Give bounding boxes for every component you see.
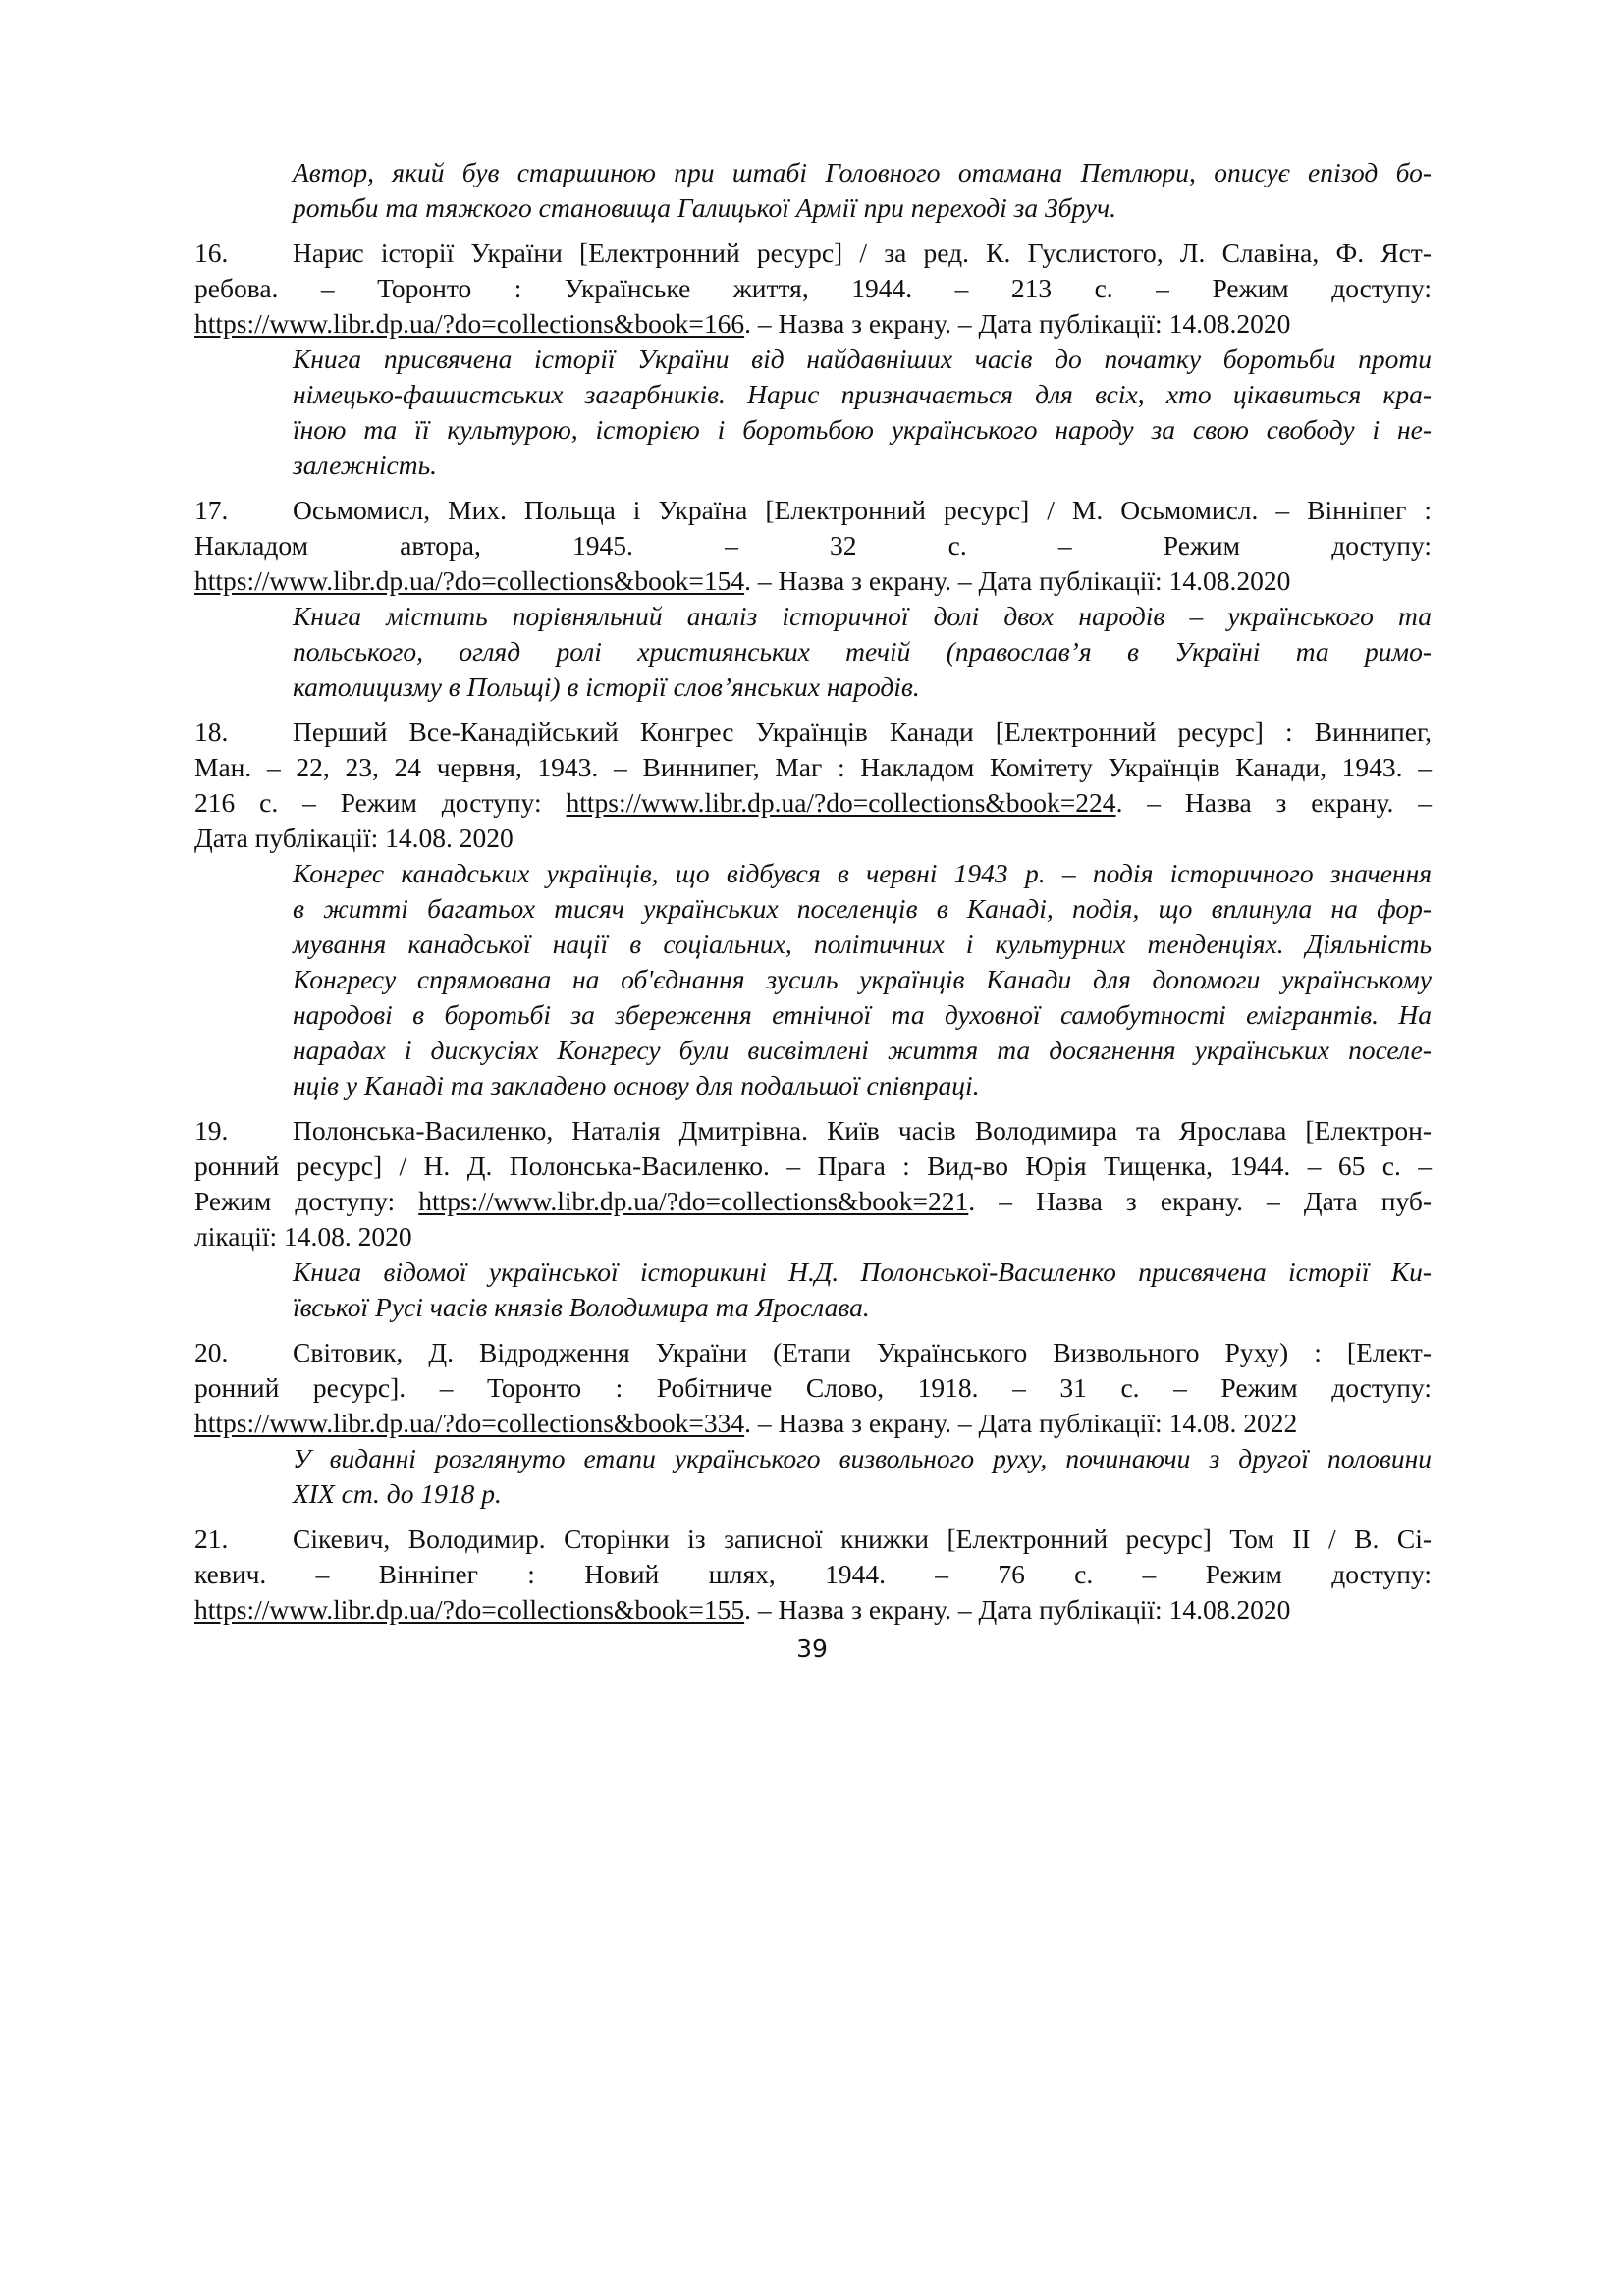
annotation-line: XIX ст. до 1918 р. — [293, 1478, 502, 1509]
entry-20-line-2: ронний ресурс]. – Торонто : Робітниче Слово, 1918. – 31 с. – Режим доступу: — [194, 1372, 1432, 1403]
entry-number: 18. — [194, 717, 229, 747]
page-number: 39 — [796, 1634, 828, 1663]
entry-21-line-1: 21. Сікевич, Володимир. Сторінки із записної книжки [Електронний ресурс] Том ІІ / В. Сі- — [194, 1522, 1432, 1557]
entry-link[interactable]: https://www.libr.dp.ua/?do=collections&book=334 — [194, 1408, 745, 1438]
entry-19-line-3: Режим доступу: https://www.libr.dp.ua/?do=collections&book=221. – Назва з екрану. – Дата пуб- — [194, 1186, 1433, 1216]
annotation-line: мування канадської нації в соціальних, політичних і культурних тенденціях. Діяльність — [293, 929, 1432, 959]
entry-16-line-1: 16. Нарис історії України [Електронний ресурс] / за ред. К. Гуслистого, Л. Славіна, Ф. Яст- — [194, 236, 1432, 271]
annotation-line: Конгресу спрямована на об'єднання зусиль українців Канади для допомоги українському — [293, 964, 1432, 994]
entry-18-line-4: Дата публікації: 14.08. 2020 — [194, 823, 514, 853]
entry-20-line-1: 20. Світовик, Д. Відродження України (Етапи Українського Визвольного Руху) : [Елект- — [194, 1335, 1432, 1370]
entry-17-line-2: Накладом автора, 1945. – 32 с. – Режим доступу: — [194, 530, 1432, 561]
annotation-line: католицизму в Польщі) в історії слов’янських народів. — [293, 671, 920, 702]
entry-number: 21. — [194, 1523, 229, 1554]
annotation-line: нарадах і дискусіях Конгресу були висвітлені життя та досягнення українських поселе- — [293, 1035, 1432, 1065]
entry-19-line-4: лікації: 14.08. 2020 — [194, 1221, 412, 1252]
entry-number: 16. — [194, 238, 229, 268]
entry-16-line-3: https://www.libr.dp.ua/?do=collections&book=166. – Назва з екрану. – Дата публікації: 14.08.2020 — [194, 308, 1291, 339]
entry-20-line-3: https://www.libr.dp.ua/?do=collections&book=334. – Назва з екрану. – Дата публікації: 14.08. 2022 — [194, 1408, 1298, 1438]
entry-link[interactable]: https://www.libr.dp.ua/?do=collections&book=221 — [418, 1186, 969, 1216]
entry-19-line-1: 19. Полонська-Василенко, Наталія Дмитрівна. Київ часів Володимира та Ярослава [Електрон- — [194, 1113, 1432, 1148]
entry-link[interactable]: https://www.libr.dp.ua/?do=collections&book=154 — [194, 565, 745, 596]
entry-18-line-2: Ман. – 22, 23, 24 червня, 1943. – Виннипег, Маг : Накладом Комітету Українців Канади, 1943. – — [194, 752, 1432, 782]
entry-17-line-1: 17. Осьмомисл, Мих. Польща і Україна [Електронний ресурс] / М. Осьмомисл. – Вінніпег : — [194, 493, 1432, 528]
entry-link[interactable]: https://www.libr.dp.ua/?do=collections&book=224 — [566, 787, 1116, 818]
entry-16-line-2: ребова. – Торонто : Українське життя, 1944. – 213 с. – Режим доступу: — [194, 273, 1432, 303]
entry-18-line-3: 216 с. – Режим доступу: https://www.libr.dp.ua/?do=collections&book=224. – Назва з екрану. – — [194, 787, 1433, 818]
annotation-line: Книга містить порівняльний аналіз історичної долі двох народів – українського та — [293, 601, 1432, 631]
annotation-line: німецько-фашистських загарбників. Нарис призначається для всіх, хто цікавиться кра- — [293, 379, 1432, 409]
annotation-line: нців у Канаді та закладено основу для подальшої співпраці. — [293, 1070, 980, 1100]
annotation-line: Автор, який був старшиною при штабі Головного отамана Петлюри, описує епізод бо- — [293, 157, 1432, 187]
annotation-line: ївської Русі часів князів Володимира та Ярослава. — [293, 1292, 870, 1322]
annotation-line: Конгрес канадських українців, що відбувся в червні 1943 р. – подія історичного значення — [293, 858, 1432, 888]
entry-21-line-3: https://www.libr.dp.ua/?do=collections&book=155. – Назва з екрану. – Дата публікації: 14.08.2020 — [194, 1594, 1291, 1625]
entry-number: 20. — [194, 1337, 229, 1367]
entry-18-line-1: 18. Перший Все-Канадійський Конгрес Українців Канади [Електронний ресурс] : Виннипег, — [194, 715, 1432, 750]
annotation-line: їною та її культурою, історією і боротьбою українського народу за свою свободу і не- — [293, 414, 1432, 445]
annotation-line: ротьби та тяжкого становища Галицької Армії при переході за Збруч. — [293, 192, 1117, 223]
annotation-line: в житті багатьох тисяч українських поселенців в Канаді, подія, що вплинула на фор- — [293, 893, 1432, 924]
entry-link[interactable]: https://www.libr.dp.ua/?do=collections&book=155 — [194, 1594, 745, 1625]
annotation-line: залежність. — [293, 450, 437, 480]
annotation-line: народові в боротьбі за збереження етнічної та духовної самобутності емігрантів. На — [293, 999, 1432, 1030]
entry-number: 17. — [194, 495, 229, 525]
entry-19-line-2: ронний ресурс] / Н. Д. Полонська-Василенко. – Прага : Вид-во Юрія Тищенка, 1944. – 65 с. – — [194, 1150, 1432, 1181]
annotation-line: Книга відомої української історикині Н.Д. Полонської-Василенко присвячена історії Ки- — [293, 1256, 1432, 1287]
entry-21-line-2: кевич. – Вінніпег : Новий шлях, 1944. – 76 с. – Режим доступу: — [194, 1559, 1432, 1589]
entry-number: 19. — [194, 1115, 229, 1146]
annotation-line: Книга присвячена історії України від найдавніших часів до початку боротьби проти — [293, 344, 1432, 374]
entry-link[interactable]: https://www.libr.dp.ua/?do=collections&book=166 — [194, 308, 745, 339]
annotation-line: У виданні розглянуто етапи українського визвольного руху, починаючи з другої половини — [293, 1443, 1432, 1473]
annotation-line: польського, огляд ролі християнських течій (православ’я в Україні та римо- — [293, 636, 1432, 667]
entry-17-line-3: https://www.libr.dp.ua/?do=collections&book=154. – Назва з екрану. – Дата публікації: 14.08.2020 — [194, 565, 1291, 596]
